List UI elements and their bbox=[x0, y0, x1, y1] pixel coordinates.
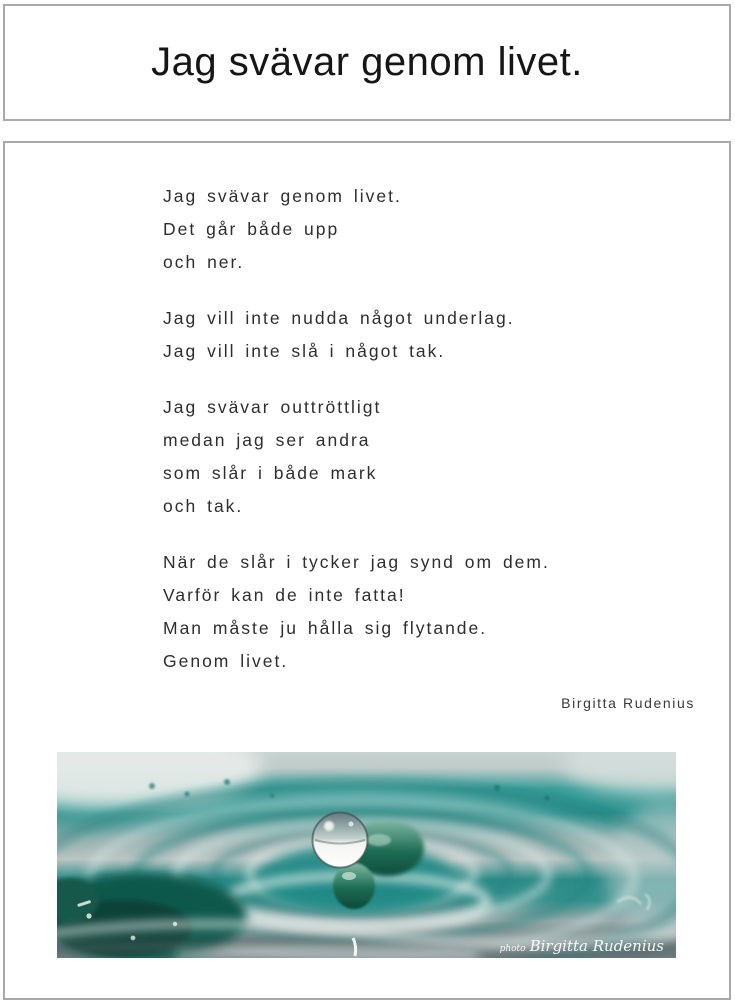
poem-line: Jag vill inte slå i något tak. bbox=[163, 341, 446, 361]
author-credit: Birgitta Rudenius bbox=[561, 695, 695, 711]
poem-line: Det går både upp bbox=[163, 219, 340, 239]
poem-line: Varför kan de inte fatta! bbox=[163, 585, 406, 605]
poem-line: Jag svävar genom livet. bbox=[163, 186, 402, 206]
poem-line: När de slår i tycker jag synd om dem. bbox=[163, 552, 550, 572]
poem-line: och ner. bbox=[163, 252, 245, 272]
poem-line: Jag vill inte nudda något underlag. bbox=[163, 308, 515, 328]
poem-line: och tak. bbox=[163, 496, 244, 516]
poem-line: Genom livet. bbox=[163, 651, 289, 671]
photo-watermark-prefix: photo bbox=[499, 944, 526, 954]
poem-line: Jag svävar outtröttligt bbox=[163, 397, 382, 417]
poem-stanza-3 bbox=[163, 391, 550, 523]
poem-line: Man måste ju hålla sig flytande. bbox=[163, 618, 488, 638]
poem-stanza-4 bbox=[163, 546, 550, 678]
poem-stanza-2 bbox=[163, 302, 550, 368]
poem-stanza-1 bbox=[163, 180, 550, 279]
photo-watermark-name: Birgitta Rudenius bbox=[529, 937, 664, 955]
poem-line: medan jag ser andra bbox=[163, 430, 371, 450]
water-drop-photo bbox=[57, 752, 676, 958]
page-title: Jag svävar genom livet. bbox=[151, 40, 583, 84]
title-card bbox=[3, 4, 731, 121]
poem-text bbox=[163, 180, 550, 678]
water-drop-illustration bbox=[57, 752, 676, 958]
poem-card bbox=[3, 141, 731, 1000]
poem-line: som slår i både mark bbox=[163, 463, 378, 483]
